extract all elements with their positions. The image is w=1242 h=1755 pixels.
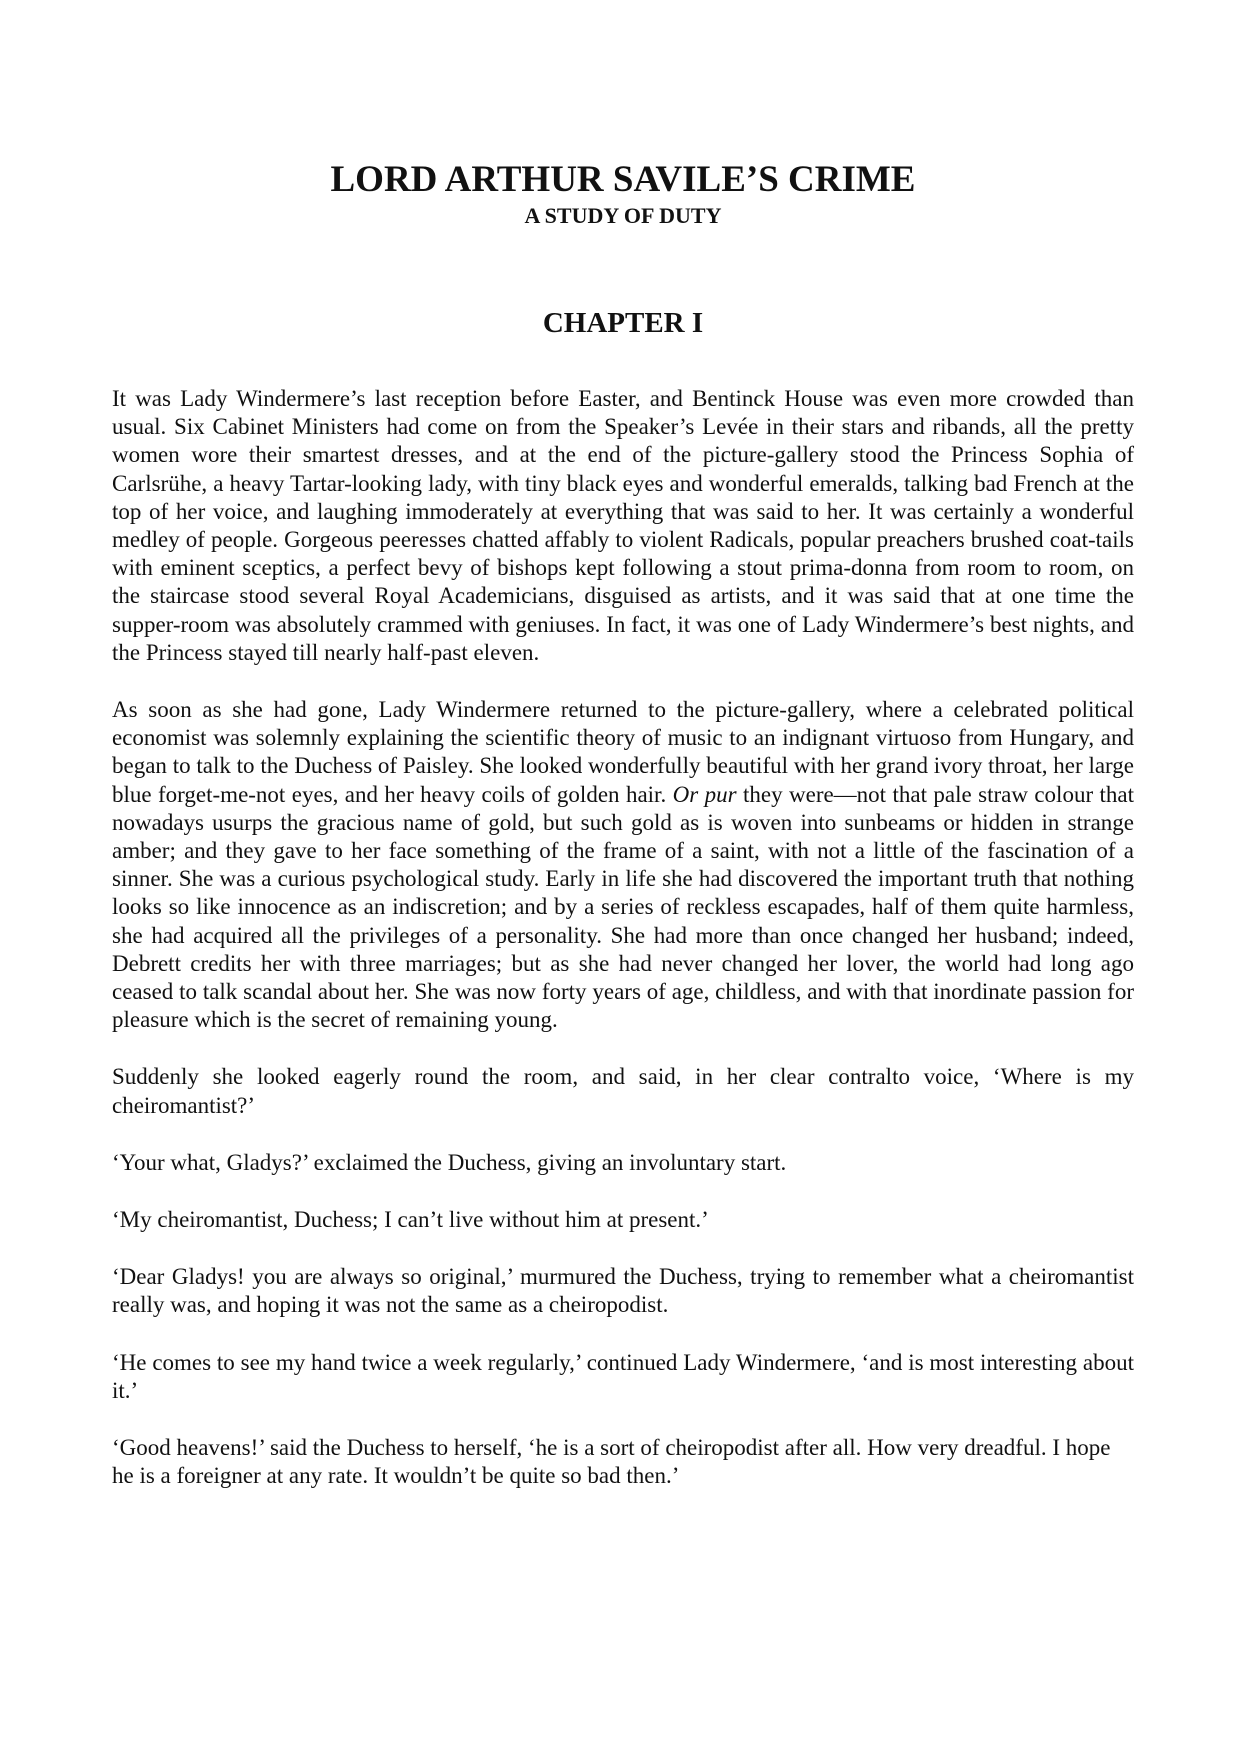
paragraph-2-part-2: they were—not that pale straw colour that nowadays usurps the gracious name of gold, but such gold as is woven into sunbeams or hidden in strange amber; and they gave to her face something of the frame of a saint, with not a little of the fascination of a sinner. She was a curious psychological study. Early in life she had discovered the important truth that nothing looks so like innocence as an indiscretion; and by a series of reckless escapades, half of them quite harmless, she had acquired all the privileges of a personality. She had more than once changed her husband; indeed, Debrett credits her with three marriages; but as she had never changed her lover, the world had long ago ceased to talk scandal about her. She was now forty years of age, childless, and with that inordinate passion for pleasure which is the secret of remaining young. xyxy=(112,781,1135,1033)
paragraph-2 xyxy=(112,696,1134,1034)
paragraph-1: It was Lady Windermere’s last reception before Easter, and Bentinck House was even more crowded than usual. Six Cabinet Ministers had come on from the Speaker’s Levée in their stars and ribands, all the pretty women wore their smartest dresses, and at the end of the picture-gallery stood the Princess Sophia of Carlsrühe, a heavy Tartar-looking lady, with tiny black eyes and wonderful emeralds, talking bad French at the top of her voice, and laughing immoderately at everything that was said to her. It was certainly a wonderful medley of people. Gorgeous peeresses chatted affably to violent Radicals, popular preachers brushed coat-tails with eminent sceptics, a perfect bevy of bishops kept following a stout prima-donna from room to room, on the staircase stood several Royal Academicians, disguised as artists, and it was said that at one time the supper-room was absolutely crammed with geniuses. In fact, it was one of Lady Windermere’s best nights, and the Princess stayed till nearly half-past eleven. xyxy=(112,386,1134,665)
paragraph-5: ‘My cheiromantist, Duchess; I can’t live without him at present.’ xyxy=(112,1207,709,1233)
chapter-heading: CHAPTER I xyxy=(542,307,704,339)
paragraph-2-part-1: As soon as she had gone, Lady Windermere returned to the picture-gallery, where a celebrated political economist was solemnly explaining the scientific theory of music to an indignant virtuoso from Hungary, and began to talk to the Duchess of Paisley. She looked wonderfully beautiful with her grand ivory throat, her large blue forget-me-not eyes, and her heavy coils of golden hair. xyxy=(112,697,1134,807)
paragraph-7: ‘He comes to see my hand twice a week regularly,’ continued Lady Windermere, ‘and is most interesting about it.’ xyxy=(112,1349,1134,1403)
paragraph-6: ‘Dear Gladys! you are always so original,’ murmured the Duchess, trying to remember what a cheiromantist really was, and hoping it was not the same as a cheiropodist. xyxy=(112,1264,1134,1318)
paragraph-8: ‘Good heavens!’ said the Duchess to herself, ‘he is a sort of cheiropodist after all. How very dreadful. I hope he is a foreigner at any rate. It wouldn’t be quite so bad then.’ xyxy=(112,1435,1111,1489)
story-subtitle: A STUDY OF DUTY xyxy=(524,203,722,228)
paragraph-4: ‘Your what, Gladys?’ exclaimed the Duchess, giving an involuntary start. xyxy=(112,1149,787,1175)
italic-phrase: Or pur xyxy=(672,781,737,807)
story-body xyxy=(112,385,1134,1520)
story-title: LORD ARTHUR SAVILE’S CRIME xyxy=(330,159,916,200)
paragraph-3: Suddenly she looked eagerly round the room, and said, in her clear contralto voice, ‘Where is my cheiromantist?’ xyxy=(112,1064,1134,1118)
